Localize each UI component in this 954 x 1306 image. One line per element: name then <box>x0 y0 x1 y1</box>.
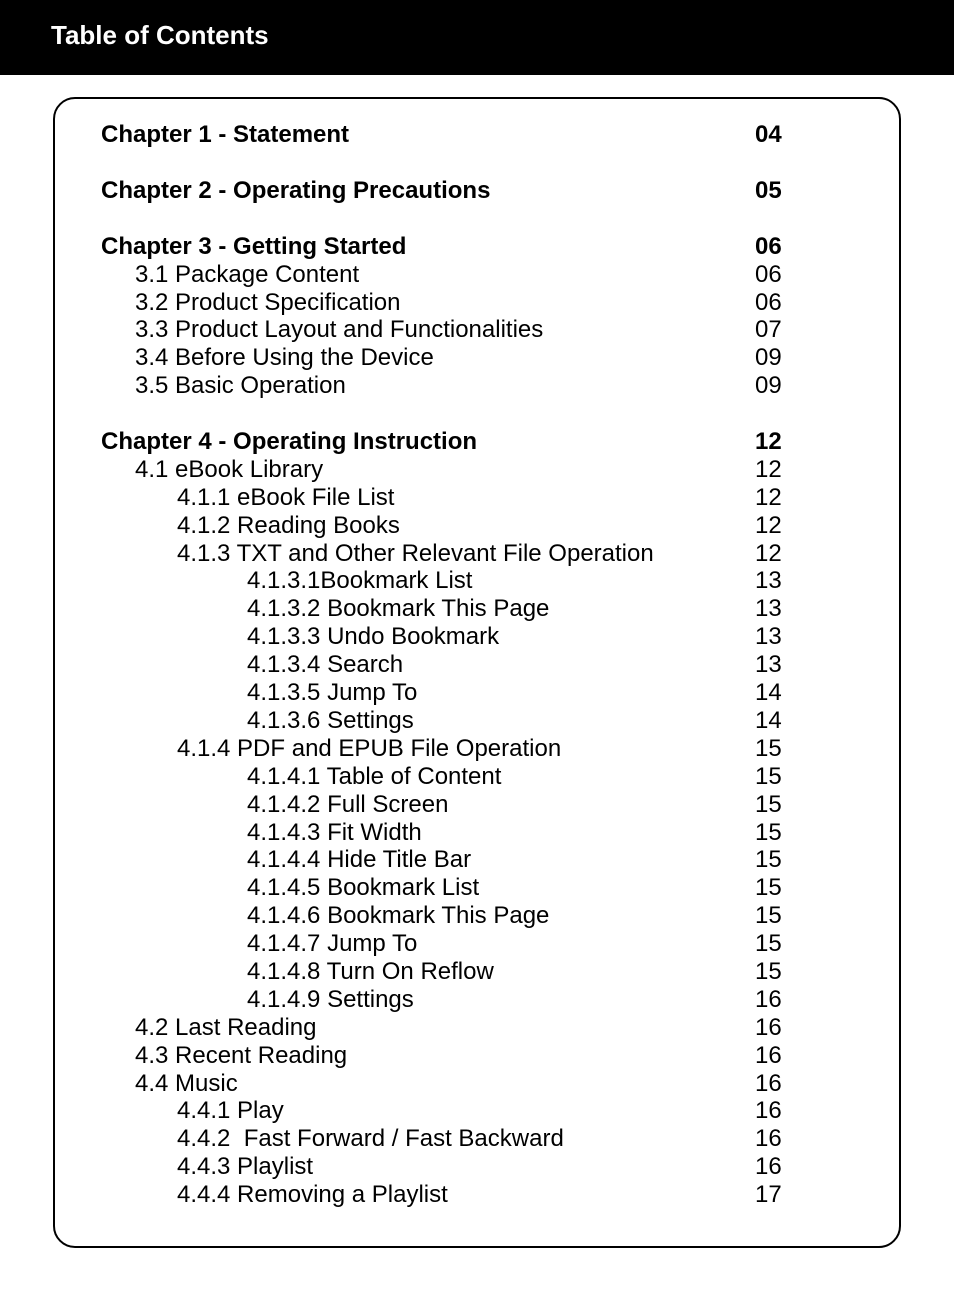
toc-entry-title: 4.4.2 Fast Forward / Fast Backward <box>177 1125 564 1152</box>
toc-entry-title: 3.1 Package Content <box>135 261 360 288</box>
toc-entry-title: 4.1.3.1Bookmark List <box>247 567 473 594</box>
toc-page-number: 12 <box>755 512 782 539</box>
toc-entry-title: 4.4.4 Removing a Playlist <box>177 1181 448 1208</box>
toc-page-number: 12 <box>755 484 782 511</box>
toc-entry-title: 4.1.3.3 Undo Bookmark <box>247 623 500 650</box>
toc-entry-title: 4.1.4.6 Bookmark This Page <box>247 902 550 929</box>
toc-entry-row <box>0 623 954 651</box>
toc-page-number: 17 <box>755 1181 782 1208</box>
toc-page-number: 13 <box>755 651 782 678</box>
toc-entry-row <box>0 791 954 819</box>
toc-entry-row <box>0 595 954 623</box>
toc-page-number: 13 <box>755 567 782 594</box>
toc-page-number: 15 <box>755 930 782 957</box>
toc-page-number: 15 <box>755 819 782 846</box>
toc-entry-row <box>0 930 954 958</box>
toc-entry-title: 4.1.4.3 Fit Width <box>247 819 422 846</box>
toc-page-number: 12 <box>755 428 782 455</box>
toc-entry-row <box>0 1070 954 1098</box>
toc-entry-row <box>0 1125 954 1153</box>
toc-entry-row <box>0 707 954 735</box>
toc-entry-title: 4.2 Last Reading <box>135 1014 317 1041</box>
toc-entry-row <box>0 567 954 595</box>
toc-entry-row <box>0 1097 954 1125</box>
toc-entry-title: 4.1.3 TXT and Other Relevant File Operation <box>177 540 654 567</box>
toc-page-number: 16 <box>755 1125 782 1152</box>
toc-entry-title: 4.3 Recent Reading <box>135 1042 348 1069</box>
toc-entry-row <box>0 512 954 540</box>
toc-page-number: 16 <box>755 1014 782 1041</box>
toc-page-number: 13 <box>755 595 782 622</box>
toc-entry-title: 4.1.4.1 Table of Content <box>247 763 502 790</box>
toc-entry-row <box>0 902 954 930</box>
toc-page-number: 16 <box>755 1097 782 1124</box>
toc-page-number: 05 <box>755 177 782 204</box>
toc-page-number: 12 <box>755 456 782 483</box>
toc-entry-row <box>0 1181 954 1209</box>
toc-chapter-title: Chapter 3 - Getting Started <box>101 233 407 260</box>
toc-page-number: 06 <box>755 261 782 288</box>
toc-entry-row <box>0 958 954 986</box>
toc-entry-title: 4.1.3.4 Search <box>247 651 404 678</box>
toc-entry-title: 4.1.3.6 Settings <box>247 707 414 734</box>
toc-entry-row <box>0 344 954 372</box>
toc-entry-title: 4.1.1 eBook File List <box>177 484 395 511</box>
toc-entry-row <box>0 819 954 847</box>
toc-page-number: 15 <box>755 902 782 929</box>
toc-page-number: 16 <box>755 1070 782 1097</box>
toc-entry-row <box>0 1153 954 1181</box>
toc-entry-title: 3.5 Basic Operation <box>135 372 346 399</box>
toc-chapter-row <box>0 121 954 149</box>
toc-page-number: 15 <box>755 791 782 818</box>
toc-page-number: 15 <box>755 874 782 901</box>
toc-entry-title: 4.1.4.5 Bookmark List <box>247 874 480 901</box>
toc-chapter-row <box>0 233 954 261</box>
toc-entry-title: 4.1 eBook Library <box>135 456 324 483</box>
toc-entry-row <box>0 316 954 344</box>
toc-page-number: 12 <box>755 540 782 567</box>
toc-entry-row <box>0 763 954 791</box>
toc-entry-row <box>0 735 954 763</box>
toc-page-number: 09 <box>755 344 782 371</box>
toc-entry-title: 3.2 Product Specification <box>135 289 401 316</box>
toc-page-number: 15 <box>755 735 782 762</box>
toc-entry-title: 4.1.4.8 Turn On Reflow <box>247 958 494 985</box>
toc-page-number: 14 <box>755 679 782 706</box>
toc-page-number: 15 <box>755 763 782 790</box>
toc-entry-title: 4.1.4 PDF and EPUB File Operation <box>177 735 562 762</box>
toc-page-number: 07 <box>755 316 782 343</box>
toc-entry-title: 4.4 Music <box>135 1070 238 1097</box>
toc-entry-title: 4.4.1 Play <box>177 1097 284 1124</box>
header-bar <box>0 0 954 75</box>
toc-entry-title: 4.1.3.5 Jump To <box>247 679 418 706</box>
page-title: Table of Contents <box>51 20 269 50</box>
toc-page-number: 13 <box>755 623 782 650</box>
toc-entry-title: 4.1.3.2 Bookmark This Page <box>247 595 550 622</box>
toc-chapter-row <box>0 177 954 205</box>
toc-entry-row <box>0 846 954 874</box>
toc-entry-title: 4.1.4.4 Hide Title Bar <box>247 846 472 873</box>
toc-entry-title: 4.1.4.2 Full Screen <box>247 791 449 818</box>
toc-entry-row <box>0 289 954 317</box>
toc-entry-row <box>0 456 954 484</box>
toc-page-number: 15 <box>755 846 782 873</box>
toc-entry-row <box>0 986 954 1014</box>
toc-page-number: 09 <box>755 372 782 399</box>
toc-page-number: 16 <box>755 1042 782 1069</box>
toc-entry-title: 3.4 Before Using the Device <box>135 344 434 371</box>
toc-entry-row <box>0 261 954 289</box>
toc-entry-title: 3.3 Product Layout and Functionalities <box>135 316 544 343</box>
toc-entry-row <box>0 651 954 679</box>
toc-entry-title: 4.1.4.9 Settings <box>247 986 414 1013</box>
toc-entry-row <box>0 1014 954 1042</box>
toc-entry-title: 4.1.4.7 Jump To <box>247 930 418 957</box>
toc-entry-row <box>0 372 954 400</box>
toc-entry-row <box>0 484 954 512</box>
toc-entry-row <box>0 540 954 568</box>
toc-entry-title: 4.1.2 Reading Books <box>177 512 400 539</box>
toc-page-number: 15 <box>755 958 782 985</box>
toc-chapter-title: Chapter 2 - Operating Precautions <box>101 177 491 204</box>
toc-entry-row <box>0 679 954 707</box>
toc-page-number: 14 <box>755 707 782 734</box>
toc-chapter-title: Chapter 4 - Operating Instruction <box>101 428 478 455</box>
toc-chapter-title: Chapter 1 - Statement <box>101 121 350 148</box>
toc-page-number: 06 <box>755 233 782 260</box>
toc-page-number: 16 <box>755 1153 782 1180</box>
toc-page-number: 06 <box>755 289 782 316</box>
toc-entry-row <box>0 874 954 902</box>
toc-page-number: 16 <box>755 986 782 1013</box>
toc-page-number: 04 <box>755 121 782 148</box>
toc-entry-row <box>0 1042 954 1070</box>
toc-entry-title: 4.4.3 Playlist <box>177 1153 314 1180</box>
toc-chapter-row <box>0 428 954 456</box>
